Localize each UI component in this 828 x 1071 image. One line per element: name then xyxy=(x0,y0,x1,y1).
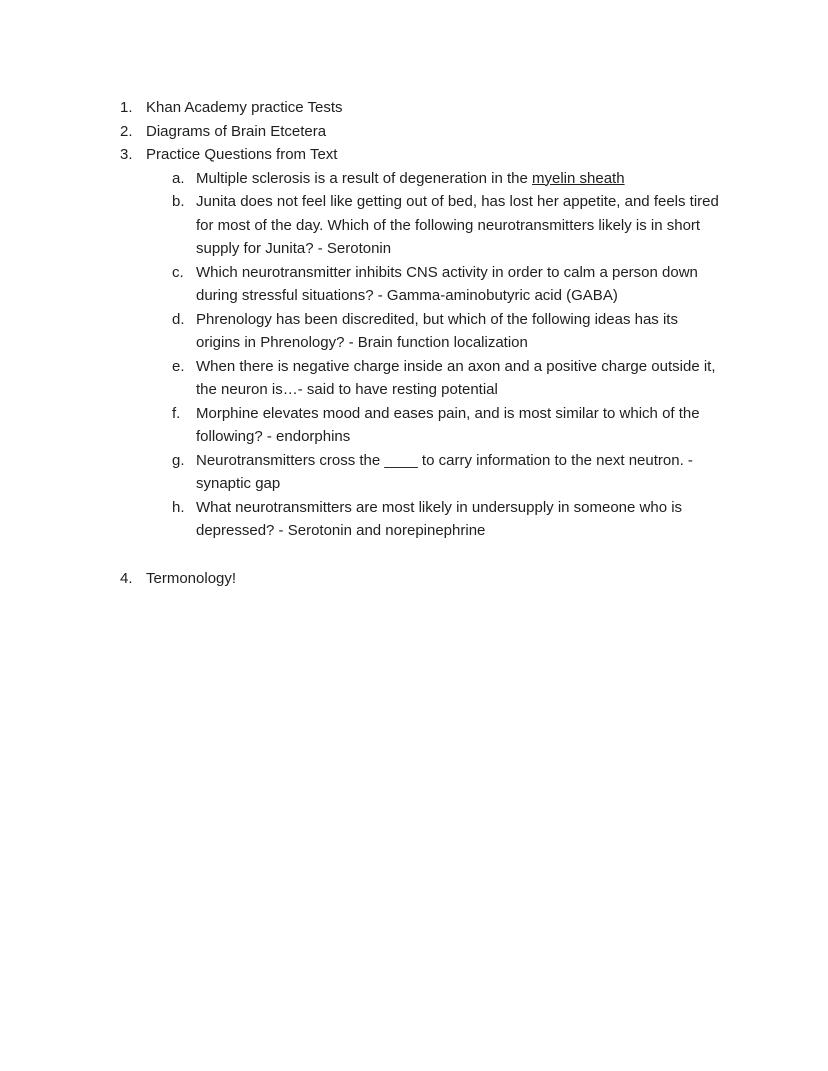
sub-list-item xyxy=(172,355,720,402)
list-item xyxy=(120,96,720,120)
sub-list-item-text: Morphine elevates mood and eases pain, and is most similar to which of the following? - endorphins xyxy=(196,404,700,445)
sub-list-marker: e. xyxy=(172,357,185,375)
list-item xyxy=(120,143,720,167)
sub-list-item-text: Which neurotransmitter inhibits CNS activity in order to calm a person down during stressful situations? - Gamma-aminobutyric acid (GABA) xyxy=(196,263,698,304)
sub-list-item-text: What neurotransmitters are most likely in undersupply in someone who is depressed? - Serotonin and norepinephrine xyxy=(196,498,683,539)
sub-list-item xyxy=(172,167,720,191)
list-item xyxy=(120,120,720,144)
sub-list-item-text-part: Multiple sclerosis is a result of degeneration in the xyxy=(196,169,533,187)
sub-list-item xyxy=(172,402,720,449)
sub-list-item xyxy=(172,449,720,496)
sub-list-item xyxy=(172,308,720,355)
document-content xyxy=(120,96,720,590)
list-item-text: Termonology! xyxy=(146,569,237,587)
list-marker: 4. xyxy=(120,569,133,587)
list-marker: 1. xyxy=(120,99,133,116)
underlined-text: myelin sheath xyxy=(532,169,625,187)
sub-list-item-text: When there is negative charge inside an axon and a positive charge outside it, the neuron is…- said to have resting potential xyxy=(196,357,716,398)
list-item-text: Diagrams of Brain Etcetera xyxy=(146,122,327,140)
list-marker: 3. xyxy=(120,146,133,163)
sub-list-marker: c. xyxy=(172,263,184,281)
sub-list-item xyxy=(172,190,720,261)
sub-list-item-text: Neurotransmitters cross the ____ to carry information to the next neutron. - synaptic gap xyxy=(196,451,693,492)
sub-list-item xyxy=(172,261,720,308)
list-marker: 2. xyxy=(120,122,133,140)
sub-list-marker: h. xyxy=(172,498,185,516)
sub-list-marker: g. xyxy=(172,451,185,469)
sub-list-marker: b. xyxy=(172,193,185,210)
sub-list-marker: d. xyxy=(172,310,185,328)
list-item-text: Practice Questions from Text xyxy=(146,146,338,163)
sub-list-item-text: Junita does not feel like getting out of bed, has lost her appetite, and feels tired for most of the day. Which of the following neurotransmitters likely is in short supply for Junita? - Serotonin xyxy=(196,193,719,257)
sub-list-item-text xyxy=(196,167,720,191)
list-item-text: Khan Academy practice Tests xyxy=(146,99,343,116)
sub-list-item xyxy=(172,496,720,543)
sub-list-marker: f. xyxy=(172,404,181,422)
list-item xyxy=(120,567,720,591)
sub-list-item-text: Phrenology has been discredited, but which of the following ideas has its origins in Phrenology? - Brain function localization xyxy=(196,310,678,351)
sub-list-marker: a. xyxy=(172,169,185,187)
